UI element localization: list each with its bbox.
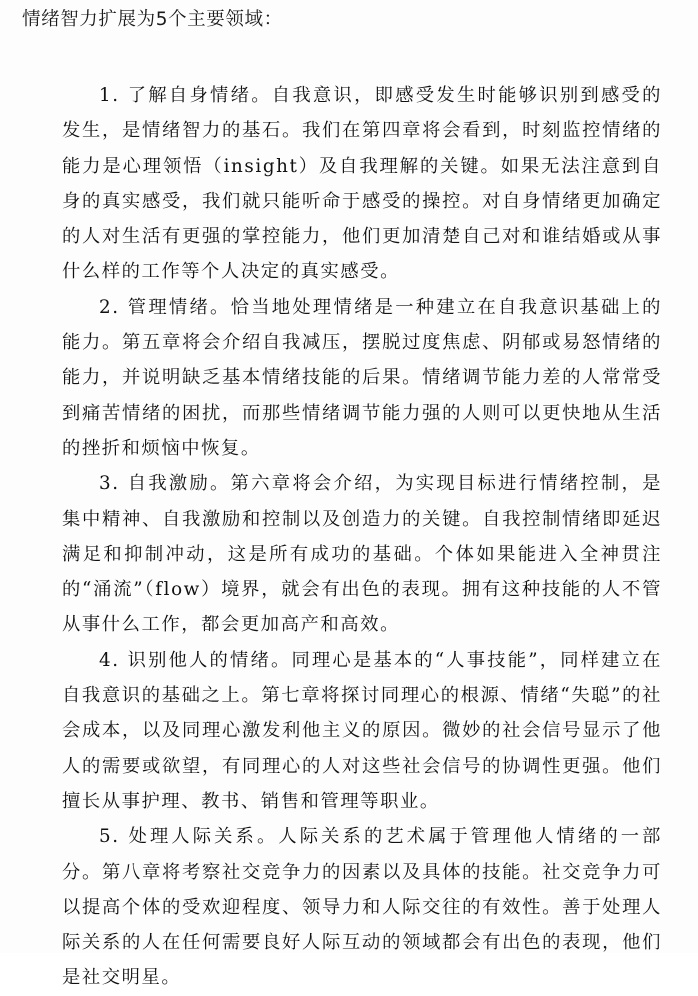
paragraph-self-awareness: 1. 了解自身情绪。自我意识，即感受发生时能够识别到感受的发生，是情绪智力的基石。我们在第四章将会看到，时刻监控情绪的能力是心理领悟（insight）及自我理解的关键。如果无法注意到自身的真实感受，我们就只能听命于感受的操控。对自身情绪更加确定的人对生活有更强的掌控能力，他们更加清楚自己对和谁结婚或从事什么样的工作等个人决定的真实感受。 [62,85,662,283]
paragraph-recognizing-emotions: 4. 识别他人的情绪。同理心是基本的“人事技能”，同样建立在自我意识的基础之上。第七章将探讨同理心的根源、情绪“失聪”的社会成本，以及同理心激发利他主义的原因。微妙的社会信号显示了他人的需要或欲望，有同理心的人对这些社会信号的协调性更强。他们擅长从事护理、教书、销售和管理等职业。 [62,649,662,812]
paragraph-managing-emotions: 2. 管理情绪。恰当地处理情绪是一种建立在自我意识基础上的能力。第五章将会介绍自我减压，摆脱过度焦虑、阴郁或易怒情绪的能力，并说明缺乏基本情绪技能的后果。情绪调节能力差的人常常受到痛苦情绪的困扰，而那些情绪调节能力强的人则可以更快地从生活的挫折和烦恼中恢复。 [62,296,662,459]
section-heading: 情绪智力扩展为5个主要领域： [22,9,283,30]
paragraph-handling-relationships: 5. 处理人际关系。人际关系的艺术属于管理他人情绪的一部分。第八章将考察社交竞争力的因素以及具体的技能。社交竞争力可以提高个体的受欢迎程度、领导力和人际交往的有效性。善于处理人际关系的人在任何需要良好人际互动的领域都会有出色的表现，他们是社交明星。 [62,826,662,989]
paragraph-self-motivation: 3. 自我激励。第六章将会介绍，为实现目标进行情绪控制，是集中精神、自我激励和控制以及创造力的关键。自我控制情绪即延迟满足和抑制冲动，这是所有成功的基础。个体如果能进入全神贯注的“涌流”（flow）境界，就会有出色的表现。拥有这种技能的人不管从事什么工作，都会更加高产和高效。 [62,473,662,636]
body-text [62,78,662,996]
